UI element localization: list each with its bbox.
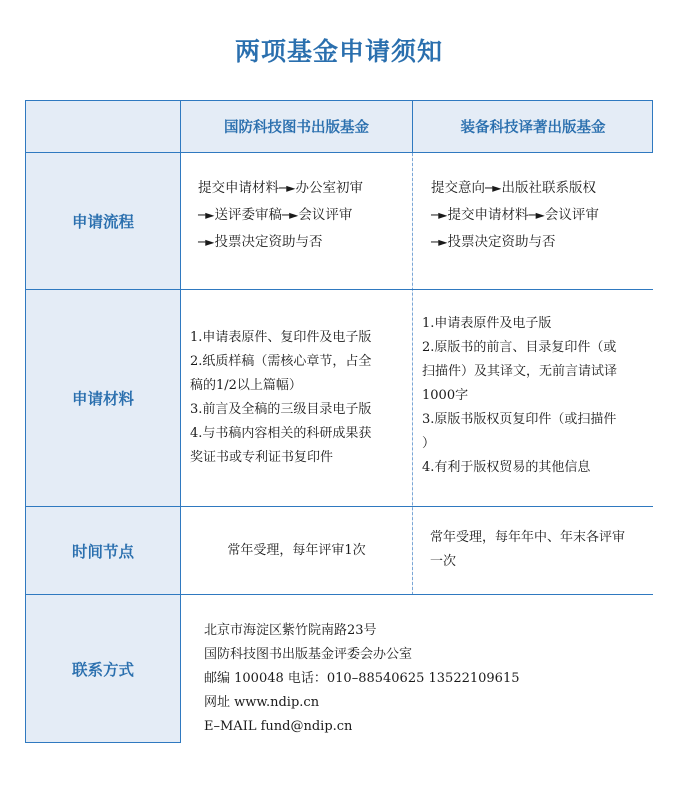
arrow-icon: ─► [279, 181, 296, 195]
grid-line-dashed [412, 153, 413, 595]
list-item: 4.与书稿内容相关的科研成果获 [190, 426, 372, 441]
row-header-materials: 申请材料 [71, 390, 134, 408]
arrow-icon: ─► [431, 208, 448, 222]
process-flow-equipment [431, 175, 599, 256]
list-item: 2.纸质样稿（需核心章节，占全 [190, 354, 372, 369]
list-item: 1.申请表原件、复印件及电子版 [190, 330, 372, 345]
contact-info [204, 619, 520, 739]
arrow-icon: ─► [281, 208, 299, 222]
list-item: 稿的1/2以上篇幅） [190, 378, 302, 393]
contact-email: E–MAIL fund@ndip.cn [204, 719, 353, 734]
list-item: 1000字 [422, 388, 469, 403]
contact-office: 国防科技图书出版基金评委会办公室 [204, 647, 413, 662]
column-header-defense-fund: 国防科技图书出版基金 [224, 120, 369, 136]
list-item: 常年受理，每年年中、年末各评审 [430, 530, 626, 545]
list-item: 扫描件）及其译文，无前言请试译 [422, 364, 618, 379]
flow-line: 提交意向─►出版社联系版权 [431, 180, 596, 196]
flow-line: ─►送评委审稿─►会议评审 [198, 207, 353, 223]
flow-line: ─►提交申请材料─►会议评审 [431, 207, 599, 223]
fund-table [25, 100, 653, 743]
page-title: 两项基金申请须知 [234, 37, 443, 66]
list-item: 奖证书或专利证书复印件 [190, 450, 334, 465]
flow-line: ─►投票决定资助与否 [431, 234, 556, 250]
list-item: ） [422, 436, 436, 451]
list-item: 1.申请表原件及电子版 [422, 316, 552, 331]
flow-line: 提交申请材料─►办公室初审 [198, 180, 363, 196]
arrow-icon: ─► [528, 208, 545, 222]
materials-list-defense [190, 326, 371, 470]
list-item: 3.前言及全稿的三级目录电子版 [190, 402, 372, 417]
materials-list-equipment [422, 312, 617, 480]
row-header-timing: 时间节点 [71, 542, 134, 561]
contact-phone: 邮编 100048 电话：010–88540625 13522109615 [204, 671, 520, 686]
list-item: 3.原版书版权页复印件（或扫描件 [422, 412, 617, 427]
contact-address: 北京市海淀区紫竹院南路23号 [204, 623, 377, 638]
list-item: 4.有利于版权贸易的其他信息 [422, 460, 591, 475]
row-header-contact: 联系方式 [71, 661, 134, 679]
arrow-icon: ─► [198, 235, 215, 249]
arrow-icon: ─► [485, 181, 502, 195]
arrow-icon: ─► [198, 208, 215, 222]
timing-defense: 常年受理，每年评审1次 [227, 542, 366, 558]
process-flow-defense [198, 175, 363, 256]
column-header-equipment-fund: 装备科技译著出版基金 [460, 120, 606, 136]
list-item: 2.原版书的前言、目录复印件（或 [422, 340, 617, 355]
arrow-icon: ─► [431, 235, 448, 249]
flow-line: ─►投票决定资助与否 [198, 234, 323, 250]
row-header-process: 申请流程 [71, 213, 134, 231]
contact-website: 网址 www.ndip.cn [204, 695, 320, 710]
timing-equipment [430, 526, 625, 574]
list-item: 一次 [430, 554, 457, 569]
grid-line [180, 101, 181, 742]
